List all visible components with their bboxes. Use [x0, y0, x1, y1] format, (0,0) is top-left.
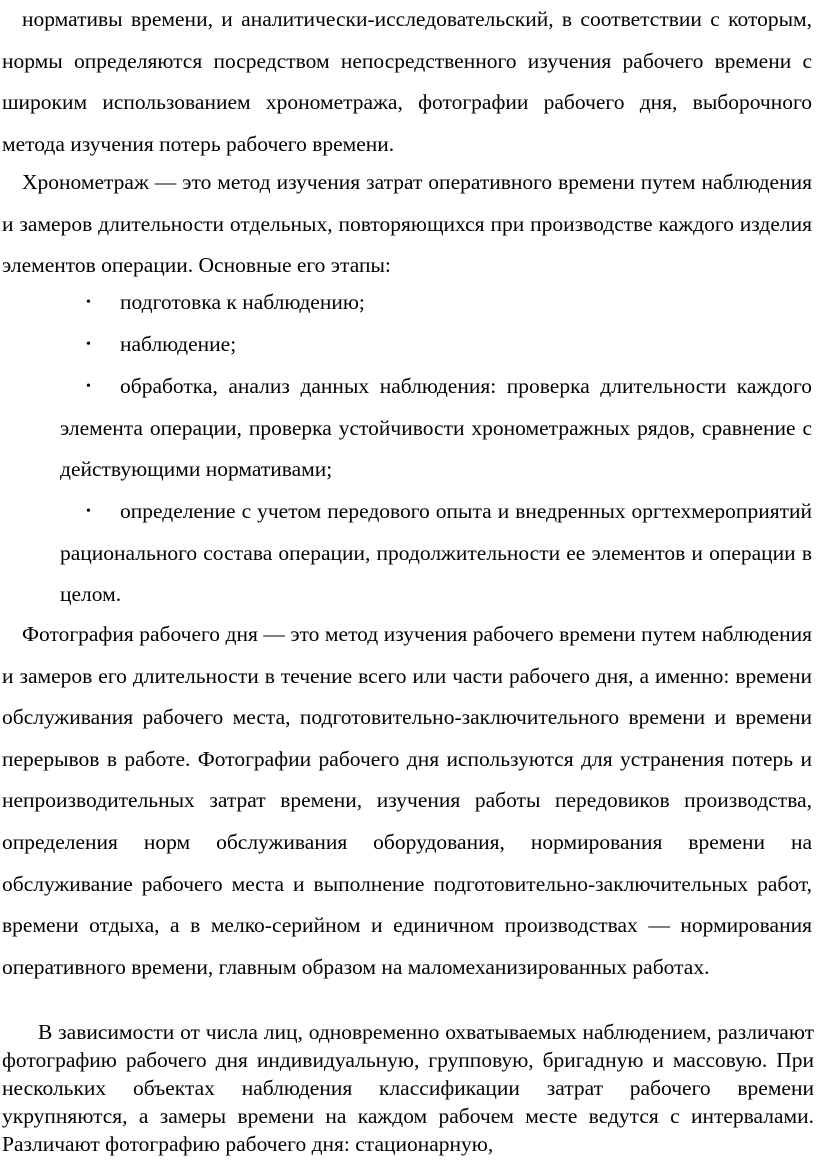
list-item-text: определение с учетом передового опыта и внедренных оргтехмероприятий рационального состава операции, продолжительности ее элементов и операции в целом.: [60, 499, 812, 607]
bullet-icon: •: [86, 504, 91, 519]
paragraph-workday-photo: Фотография рабочего дня — это метод изучения рабочего времени путем наблюдения и замеров его длительности в течение всего или части рабочего дня, а именно: времени обслуживания рабочего места, подготовительно-заключительного времени и времени перерывов в работе. Фотографии рабочего дня используются для устранения потерь и непроизводительных затрат времени, изучения работы передовиков производства, определения норм обслуживания оборудования, нормирования времени на обслуживание рабочего места и выполнение подготовительно-заключительных работ, времени отдыха, а в мелко-серийном и единичном производствах — нормирования оперативного времени, главным образом на маломеханизированных работах.: [2, 622, 812, 979]
list-item: [60, 366, 812, 491]
paragraph-methods: нормативы времени, и аналитически-исследовательский, в соответствии с которым, нормы определяются посредством непосредственного изучения рабочего времени с широким использованием хронометража, фотографии рабочего дня, выборочного метода изучения потерь рабочего времени.: [2, 7, 812, 156]
list-item-text: обработка, анализ данных наблюдения: проверка длительности каждого элемента операции, проверка устойчивости хронометражных рядов, сравнение с действующими нормативами;: [60, 374, 812, 482]
list-item: [60, 324, 812, 366]
list-item: [60, 282, 812, 324]
bullet-icon: •: [86, 379, 91, 394]
bullet-icon: •: [86, 295, 91, 310]
list-item: [60, 491, 812, 616]
list-item-text: наблюдение;: [120, 332, 237, 356]
bullet-icon: •: [86, 337, 91, 352]
paragraph-chronometry: Хронометраж — это метод изучения затрат оперативного времени путем наблюдения и замеров длительности отдельных, повторяющихся при производстве каждого изделия элементов операции. Основные его этапы:: [2, 170, 812, 278]
list-item-text: подготовка к наблюдению;: [120, 290, 365, 314]
paragraph-workday-photo-types: В зависимости от числа лиц, одновременно охватываемых наблюдением, различают фотографию рабочего дня индивидуальную, групповую, бригадную и массовую. При нескольких объектах наблюдения классификации затрат рабочего времени укрупняются, а замеры времени на каждом рабочем месте ведутся с интервалами. Различают фотографию рабочего дня: стационарную,: [2, 1020, 814, 1156]
